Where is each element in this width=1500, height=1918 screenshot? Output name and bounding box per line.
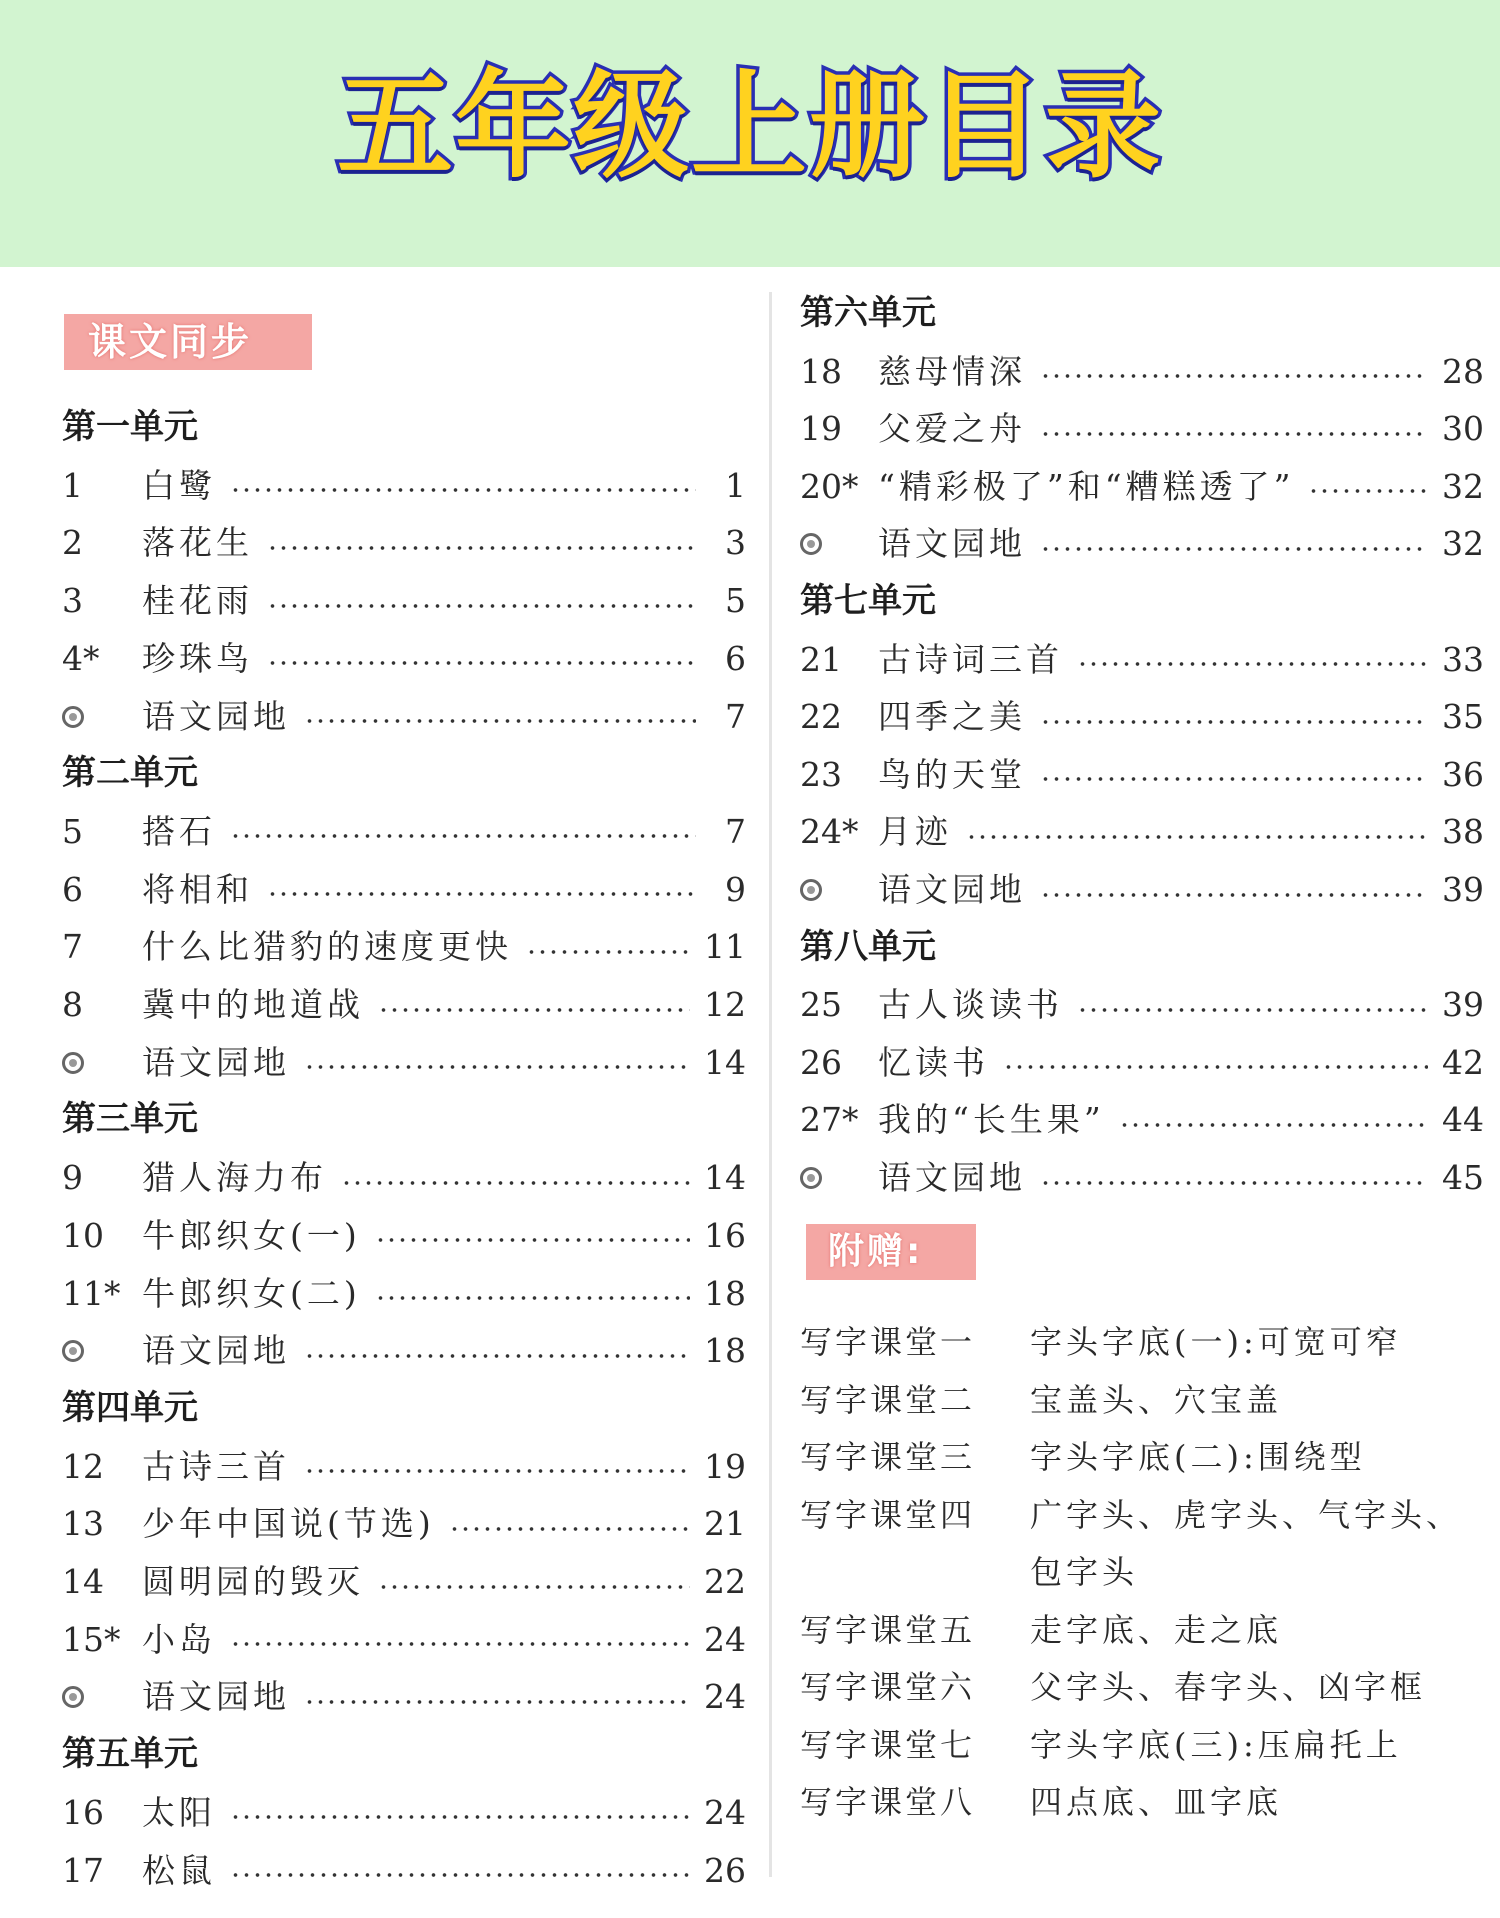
lesson-number: 21 (800, 639, 842, 679)
toc-lesson-row[interactable] (62, 1207, 746, 1264)
lesson-number: 13 (62, 1504, 104, 1544)
lesson-number: 3 (62, 581, 83, 621)
page-number: 45 (1442, 1158, 1484, 1197)
page-number: 38 (1442, 812, 1484, 852)
dot-leader (1077, 1007, 1428, 1013)
dot-leader (304, 1468, 690, 1474)
page-number: 11 (704, 927, 746, 967)
toc-lesson-row[interactable] (800, 803, 1484, 860)
page-number: 1 (725, 465, 746, 505)
garden-marker-cell (62, 1322, 142, 1379)
lesson-title: 古诗三首 (142, 1446, 290, 1486)
dot-leader (1040, 1180, 1428, 1186)
lesson-title: 落花生 (142, 523, 253, 563)
unit-heading: 第五单元 (62, 1734, 198, 1775)
lesson-title: 桂花雨 (142, 581, 253, 621)
lesson-title: 语文园地 (878, 870, 1026, 909)
toc-lesson-row[interactable] (800, 688, 1484, 745)
garden-marker-cell (62, 1034, 142, 1091)
page-number: 33 (1442, 639, 1484, 679)
toc-lesson-row[interactable] (62, 1611, 746, 1668)
dot-leader (1040, 719, 1428, 725)
toc-lesson-row[interactable] (62, 514, 746, 571)
dot-leader (1040, 892, 1428, 898)
dot-leader (304, 718, 696, 724)
page-number: 21 (704, 1504, 746, 1544)
dot-leader (267, 603, 696, 609)
lesson-title: 鸟的天堂 (878, 754, 1026, 794)
extra-item-desc: 广字头、虎字头、气字头、包字头 (1030, 1495, 1463, 1591)
lesson-title: 古人谈读书 (878, 985, 1063, 1025)
lesson-number: 6 (62, 869, 83, 909)
toc-lesson-row[interactable] (800, 1091, 1484, 1148)
extra-item[interactable] (800, 1659, 1480, 1716)
garden-marker-cell (800, 1149, 878, 1206)
dot-leader (1040, 546, 1428, 552)
toc-lesson-row[interactable] (62, 1438, 746, 1495)
lesson-title: 忆读书 (878, 1042, 989, 1082)
extra-item-label: 写字课堂四 (800, 1495, 976, 1534)
unit-heading: 第三单元 (62, 1099, 198, 1140)
lesson-title: 语文园地 (142, 696, 290, 736)
page-number: 28 (1442, 351, 1484, 391)
dot-leader (267, 545, 696, 551)
extras-label-badge: 附赠: (806, 1224, 976, 1280)
page-number: 16 (704, 1215, 746, 1255)
lesson-number: 23 (800, 754, 842, 794)
dot-leader (341, 1180, 690, 1186)
toc-garden-row[interactable] (800, 515, 1484, 572)
dot-leader (1308, 488, 1428, 494)
dot-leader (375, 1237, 690, 1243)
extra-item[interactable] (800, 1314, 1480, 1371)
dot-leader (230, 833, 696, 839)
toc-garden-row[interactable] (62, 1668, 746, 1725)
lesson-number: 19 (800, 409, 842, 449)
lesson-title: 搭石 (142, 811, 216, 851)
lesson-number: 15* (62, 1619, 121, 1659)
lesson-title: 我的“长生果” (878, 1100, 1105, 1140)
extra-item-desc: 字头字底(一):可宽可窄 (1030, 1323, 1402, 1361)
lesson-title: 语文园地 (142, 1331, 290, 1371)
lesson-title: 冀中的地道战 (142, 985, 364, 1024)
page-number: 12 (704, 985, 746, 1024)
toc-garden-row[interactable] (62, 1034, 746, 1091)
lesson-title: 四季之美 (878, 697, 1026, 737)
page-number: 18 (704, 1273, 746, 1313)
lesson-title: 松鼠 (142, 1850, 216, 1890)
lesson-title: 牛郎织女(一) (142, 1215, 361, 1255)
lesson-title: 将相和 (142, 869, 253, 909)
dot-leader (304, 1699, 690, 1705)
extra-item-desc: 字头字底(三):压扁托上 (1030, 1725, 1402, 1764)
page-number: 14 (704, 1158, 746, 1198)
lesson-number: 27* (800, 1100, 859, 1140)
extra-item[interactable] (800, 1602, 1480, 1659)
page-number: 9 (725, 869, 746, 909)
extra-item-label: 写字课堂一 (800, 1323, 976, 1361)
toc-lesson-row[interactable] (800, 458, 1484, 515)
dot-leader (1040, 776, 1428, 782)
unit-heading: 第二单元 (62, 753, 198, 794)
garden-marker-cell (62, 1668, 142, 1725)
page-number: 36 (1442, 754, 1484, 794)
lesson-number: 11* (62, 1273, 121, 1313)
toc-lesson-row[interactable] (62, 861, 746, 918)
dot-leader (230, 1814, 690, 1820)
extra-item-desc: 走字底、走之底 (1030, 1610, 1283, 1649)
page-number: 7 (725, 811, 746, 851)
dot-leader (267, 660, 696, 666)
extra-item[interactable] (800, 1372, 1480, 1429)
toc-garden-row[interactable] (62, 1322, 746, 1379)
unit-heading: 第四单元 (62, 1387, 198, 1428)
page-number: 3 (725, 523, 746, 563)
lesson-title: 古诗词三首 (878, 639, 1063, 679)
toc-lesson-row[interactable] (800, 976, 1484, 1033)
column-divider (769, 292, 772, 1877)
lesson-number: 12 (62, 1446, 104, 1486)
lesson-title: 什么比猎豹的速度更快 (142, 927, 512, 967)
lesson-title: 少年中国说(节选) (142, 1504, 435, 1544)
lesson-title: 白鹭 (142, 465, 216, 505)
page-title: 五年级上册目录 (337, 59, 1163, 194)
page-number: 26 (704, 1850, 746, 1890)
dot-leader (1119, 1122, 1428, 1128)
toc-lesson-row[interactable] (62, 1784, 746, 1841)
garden-marker-cell (800, 515, 878, 572)
toc-lesson-row[interactable] (62, 803, 746, 860)
circle-icon (800, 1167, 822, 1189)
dot-leader (1077, 661, 1428, 667)
lesson-number: 24* (800, 812, 859, 852)
toc-garden-row[interactable] (800, 861, 1484, 918)
lesson-title: 语文园地 (142, 1042, 290, 1082)
toc-lesson-row[interactable] (62, 1495, 746, 1552)
toc-lesson-row[interactable] (62, 1149, 746, 1206)
toc-lesson-row[interactable] (800, 1034, 1484, 1091)
lesson-title: 小岛 (142, 1619, 216, 1659)
toc-lesson-row[interactable] (800, 400, 1484, 457)
dot-leader (304, 1353, 690, 1359)
circle-icon (62, 1052, 84, 1074)
lesson-title: 猎人海力布 (142, 1158, 327, 1198)
lesson-title: 月迹 (878, 812, 952, 852)
circle-icon (800, 879, 822, 901)
page-number: 35 (1442, 697, 1484, 737)
page-number: 42 (1442, 1042, 1484, 1082)
lesson-title: 圆明园的毁灭 (142, 1562, 364, 1601)
lesson-title: 太阳 (142, 1792, 216, 1832)
garden-marker-cell (62, 688, 142, 745)
circle-icon (62, 1686, 84, 1708)
lesson-number: 18 (800, 351, 842, 391)
page-number: 5 (725, 581, 746, 621)
lesson-number: 20* (800, 466, 859, 506)
extra-item-desc: 字头字底(二):围绕型 (1030, 1438, 1366, 1476)
lesson-number: 14 (62, 1562, 104, 1601)
page-number: 24 (704, 1619, 746, 1659)
extra-item[interactable] (800, 1717, 1480, 1774)
lesson-number: 10 (62, 1215, 104, 1255)
page-number: 30 (1442, 409, 1484, 449)
dot-leader (1040, 431, 1428, 437)
dot-leader (1003, 1064, 1428, 1070)
lesson-title: 语文园地 (878, 524, 1026, 564)
lesson-number: 22 (800, 697, 842, 737)
dot-leader (230, 1641, 690, 1647)
extra-item-label: 写字课堂二 (800, 1380, 976, 1419)
dot-leader (230, 487, 696, 493)
lesson-title: 慈母情深 (878, 351, 1026, 391)
page-number: 18 (704, 1331, 746, 1371)
dot-leader (526, 949, 690, 955)
lesson-title: 牛郎织女(二) (142, 1273, 361, 1313)
toc-garden-row[interactable] (62, 688, 746, 745)
header-banner (0, 0, 1500, 267)
unit-heading: 第一单元 (62, 407, 198, 447)
page-number: 32 (1442, 466, 1484, 506)
lesson-number: 17 (62, 1850, 104, 1890)
toc-garden-row[interactable] (800, 1149, 1484, 1206)
toc-lesson-row[interactable] (62, 630, 746, 687)
circle-icon (62, 1340, 84, 1362)
page-number: 24 (704, 1677, 746, 1717)
page-number: 22 (704, 1562, 746, 1601)
extra-item-label: 写字课堂五 (800, 1610, 976, 1649)
page-number: 19 (704, 1446, 746, 1486)
dot-leader (378, 1007, 690, 1013)
page-number: 7 (725, 696, 746, 736)
lesson-number: 9 (62, 1158, 83, 1198)
toc-lesson-row[interactable] (800, 343, 1484, 400)
extra-item[interactable] (800, 1487, 1480, 1601)
unit-heading: 第七单元 (800, 581, 936, 621)
unit-heading: 第八单元 (800, 926, 936, 967)
page-number: 14 (704, 1042, 746, 1082)
dot-leader (1040, 373, 1428, 379)
lesson-number: 5 (62, 811, 83, 851)
lesson-title: 父爱之舟 (878, 409, 1026, 449)
extra-item-desc: 四点底、皿字底 (1030, 1783, 1283, 1821)
toc-lesson-row[interactable] (62, 1842, 746, 1899)
lesson-title: 珍珠鸟 (142, 638, 253, 678)
lesson-title: 语文园地 (878, 1158, 1026, 1197)
page-number: 39 (1442, 985, 1484, 1025)
section-label-badge: 课文同步 (64, 314, 312, 370)
toc-lesson-row[interactable] (800, 631, 1484, 688)
circle-icon (62, 706, 84, 728)
circle-icon (800, 533, 822, 555)
lesson-number: 26 (800, 1042, 842, 1082)
toc-lesson-row[interactable] (62, 457, 746, 514)
lesson-title: “精彩极了”和“糟糕透了” (878, 466, 1295, 506)
extra-item-label: 写字课堂三 (800, 1438, 976, 1476)
lesson-number: 7 (62, 927, 83, 967)
toc-lesson-row[interactable] (62, 918, 746, 975)
lesson-number: 2 (62, 523, 83, 563)
toc-lesson-row[interactable] (800, 746, 1484, 803)
extra-item[interactable] (800, 1774, 1480, 1831)
lesson-number: 25 (800, 985, 842, 1025)
lesson-title: 语文园地 (142, 1677, 290, 1717)
dot-leader (449, 1526, 690, 1532)
dot-leader (304, 1064, 690, 1070)
lesson-number: 4* (62, 638, 100, 678)
garden-marker-cell (800, 861, 878, 918)
page-number: 32 (1442, 524, 1484, 564)
unit-heading: 第六单元 (800, 293, 936, 333)
dot-leader (966, 834, 1428, 840)
page-number: 24 (704, 1792, 746, 1832)
toc-lesson-row[interactable] (62, 572, 746, 629)
extra-item-label: 写字课堂七 (800, 1725, 976, 1764)
page-number: 44 (1442, 1100, 1484, 1140)
dot-leader (267, 891, 696, 897)
extra-item-label: 写字课堂八 (800, 1783, 976, 1821)
extra-item-desc: 父字头、春字头、凶字框 (1030, 1668, 1427, 1706)
extra-item[interactable] (800, 1429, 1480, 1486)
lesson-number: 1 (62, 465, 83, 505)
lesson-number: 16 (62, 1792, 104, 1832)
dot-leader (375, 1295, 690, 1301)
dot-leader (378, 1584, 690, 1590)
extra-item-desc: 宝盖头、穴宝盖 (1030, 1380, 1283, 1419)
toc-lesson-row[interactable] (62, 1553, 746, 1610)
page-number: 6 (725, 638, 746, 678)
dot-leader (230, 1872, 690, 1878)
lesson-number: 8 (62, 985, 83, 1024)
toc-lesson-row[interactable] (62, 1265, 746, 1322)
page-number: 39 (1442, 870, 1484, 909)
extra-item-label: 写字课堂六 (800, 1668, 976, 1706)
toc-lesson-row[interactable] (62, 976, 746, 1033)
